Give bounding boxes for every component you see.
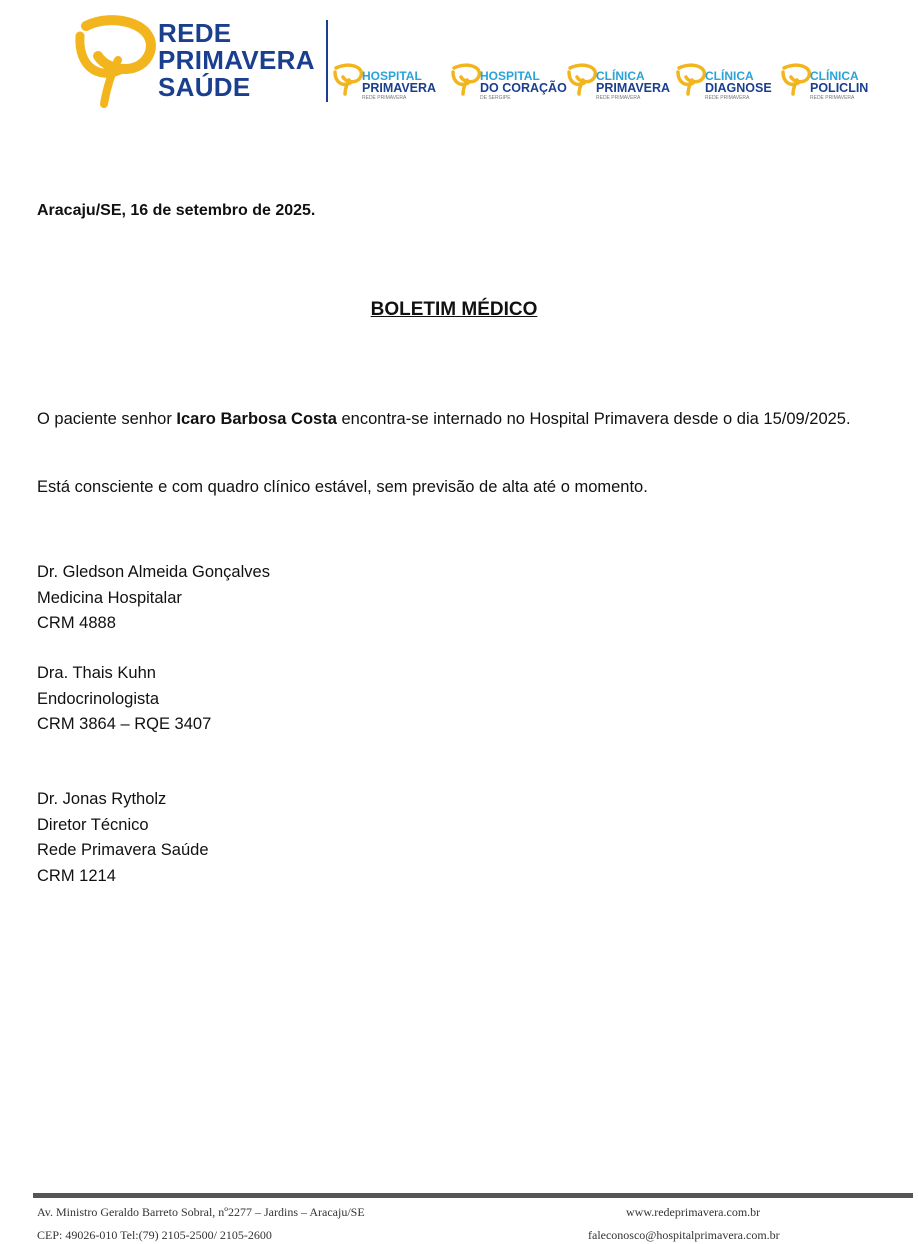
signatory-role: Medicina Hospitalar [37,588,182,607]
document-date: Aracaju/SE, 16 de setembro de 2025. [37,202,316,219]
paragraph-status: Está consciente e com quadro clínico estável, sem previsão de alta até o momento. [37,478,648,496]
header-divider [326,20,328,102]
patient-name: Icaro Barbosa Costa [176,410,337,428]
unit-line1: CLÍNICA [705,69,754,83]
brand-line: SAÚDE [158,72,251,102]
brand-name [158,20,315,101]
signatory-crm: CRM 4888 [37,614,116,632]
footer-website: www.redeprimavera.com.br [626,1205,761,1219]
flower-logo-icon [332,62,366,96]
paragraph-text: encontra-se internado no Hospital Primavera desde o dia 15/09/2025. [336,410,851,428]
unit-line2: PRIMAVERA [596,81,671,95]
brand-line: PRIMAVERA [158,45,315,75]
flower-logo-icon [450,62,484,96]
unit-tag: REDE PRIMAVERA [810,95,855,101]
signatory-block [37,560,270,637]
signatory-name: Dr. Gledson Almeida Gonçalves [37,563,270,581]
flower-logo-icon [68,14,158,108]
unit-line2: PRIMAVERA [362,81,437,95]
unit-line2: DIAGNOSE [705,81,772,95]
unit-line1: HOSPITAL [480,69,540,83]
unit-line1: HOSPITAL [362,69,422,83]
paragraph-text: O paciente senhor [37,410,177,428]
unit-line2: DO CORAÇÃO [480,81,567,95]
flower-logo-icon [566,62,600,96]
rede-primavera-logo [68,14,328,110]
unit-tag: DE SERGIPE [480,95,511,101]
signatory-block [37,661,211,738]
signatory-role: Endocrinologista [37,689,159,708]
flower-logo-icon [780,62,814,96]
document-title: BOLETIM MÉDICO [370,299,538,320]
unit-tag: REDE PRIMAVERA [362,95,407,101]
unit-line1: CLÍNICA [810,69,859,83]
unit-line2: POLICLIN [810,81,869,95]
signatory-org: Rede Primavera Saúde [37,841,209,859]
flower-logo-icon [675,62,709,96]
unit-tag: REDE PRIMAVERA [705,95,750,101]
footer-email: faleconosco@hospitalprimavera.com.br [588,1228,780,1242]
signatory-role: Diretor Técnico [37,815,149,834]
signatory-block [37,787,209,889]
unit-tag: REDE PRIMAVERA [596,95,641,101]
signatory-name: Dr. Jonas Rytholz [37,790,167,808]
footer-cep-phone: CEP: 49026-010 Tel:(79) 2105-2500/ 2105-2600 [37,1228,272,1242]
paragraph-admission [37,408,887,430]
brand-line: REDE [158,18,232,48]
signatory-crm: CRM 1214 [37,866,116,885]
signatory-name: Dra. Thais Kuhn [37,664,156,682]
signatory-crm: CRM 3864 – RQE 3407 [37,715,212,733]
unit-line1: CLÍNICA [596,69,645,83]
footer-divider [33,1193,913,1198]
footer-address: Av. Ministro Geraldo Barreto Sobral, nº2277 – Jardins – Aracaju/SE [37,1205,365,1219]
